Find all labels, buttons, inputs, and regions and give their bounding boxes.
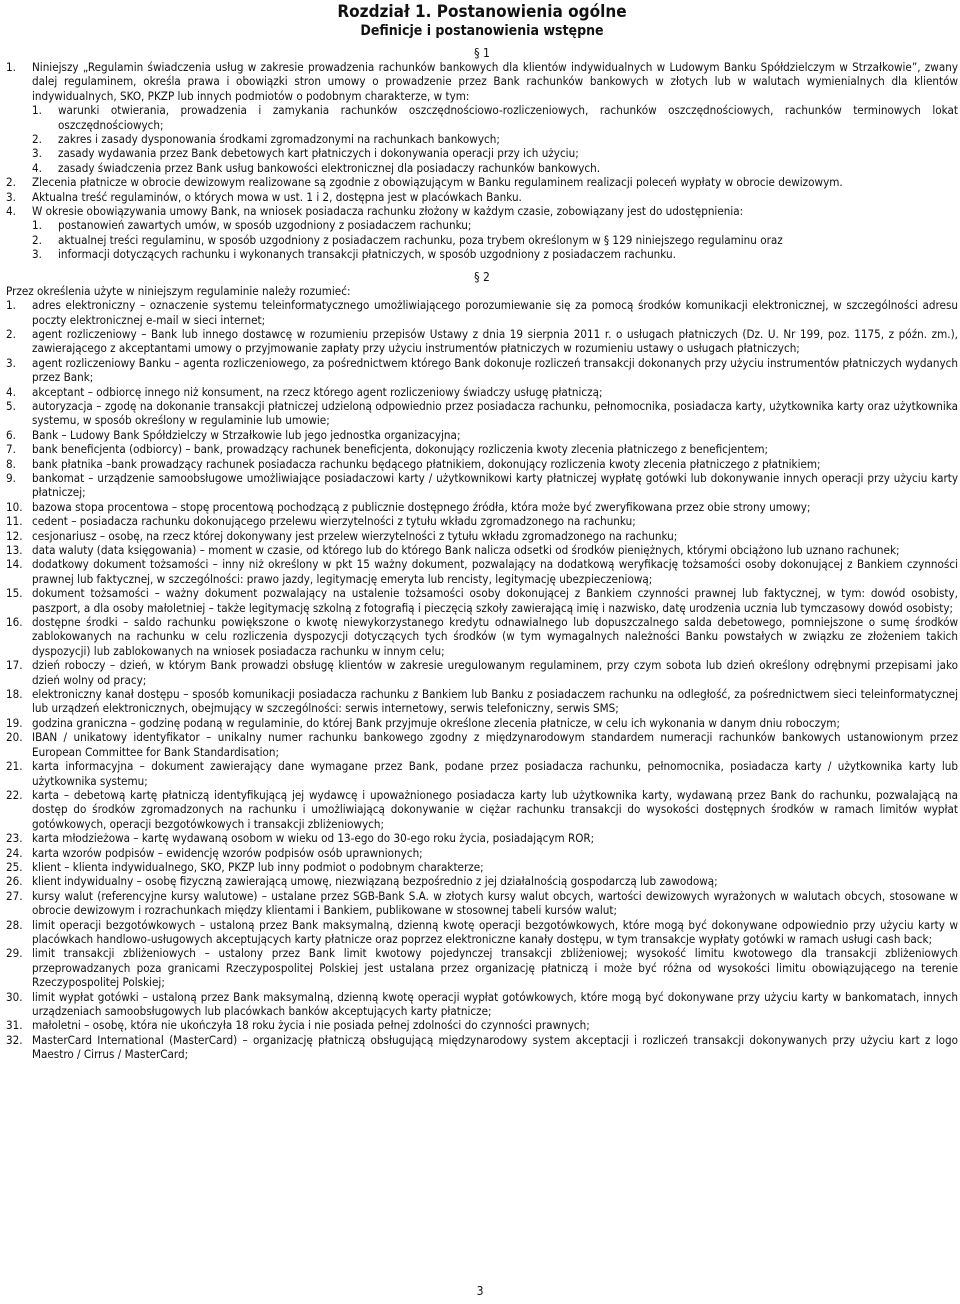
item-number: 2. [6,175,16,190]
item-number: 3. [6,355,16,370]
item-number: 10. [6,499,23,514]
item-text: karta informacyjna – dokument zawierający dane wymagane przez Bank, podane przez posiadacza rachunku, pełnomocnika, posiadacza karty / użytkownika karty lub użytkownika systemu; [32,759,958,788]
sub-list-item [32,247,958,261]
item-number: 3. [32,247,42,262]
item-number: 5. [6,398,16,413]
definition-item [6,918,958,947]
item-text: postanowień zawartych umów, w sposób uzgodniony z posiadaczem rachunku; [58,218,472,233]
definition-item [6,831,958,845]
item-number: 8. [6,456,16,471]
definition-item [6,327,958,356]
definition-item [6,687,958,716]
item-text: małoletni – osobę, która nie ukończyła 18 roku życia i nie posiada pełnej zdolności do czynności prawnych; [32,1018,590,1033]
item-text: MasterCard International (MasterCard) – organizację płatniczą obsługującą międzynarodowy system akceptacji i rozliczeń transakcji dokonywanych przy użyciu kart z logo Maestro / Cirrus / MasterCard; [32,1032,958,1062]
item-number: 32. [6,1032,23,1047]
sub-list-item [32,233,958,247]
definition-item [6,874,958,888]
item-text: warunki otwierania, prowadzenia i zamykania rachunków oszczędnościowo-rozliczeniowych, rachunków oszczędnościowych, rachunków terminowych lokat oszczędnościowych; [58,103,958,132]
definition-item [6,730,958,759]
item-number: 3. [6,189,16,204]
item-number: 19. [6,715,23,730]
document-page [6,0,958,1062]
item-text: IBAN / unikatowy identyfikator – unikalny numer rachunku bankowego zgodny z międzynarodowym standardem numeracji rachunków bankowych ustanowionym przez European Committee for Bank Standardisation; [32,730,958,759]
item-text: elektroniczny kanał dostępu – sposób komunikacji posiadacza rachunku z Bankiem lub Banku z posiadaczem rachunku na odległość, za pośrednictwem sieci teleinformatycznej lub urządzeń elektronicznych, obejmujący w szczególności: serwis internetowy, serwis telefoniczny, serwis SMS; [32,687,958,716]
item-number: 7. [6,442,16,457]
item-text: bankomat – urządzenie samoobsługowe umożliwiające posiadaczowi karty / użytkownikowi karty płatniczej wypłatę gotówki lub dokonywanie innych operacji przy użyciu karty płatniczej; [32,470,958,500]
item-number: 31. [6,1018,23,1033]
item-number: 21. [6,759,23,774]
definition-item [6,788,958,831]
definition-item [6,946,958,989]
definition-item [6,586,958,615]
definition-item [6,428,958,442]
item-text: akceptant – odbiorcę innego niż konsument, na rzecz którego agent rozliczeniowy świadczy usługę płatniczą; [32,384,603,399]
definitions-list [6,298,958,1062]
item-number: 23. [6,831,23,846]
item-number: 16. [6,615,23,630]
definition-item [6,615,958,658]
item-text: dostępne środki – saldo rachunku powiększone o kwotę niewykorzystanego kredytu odnawialnego lub dopuszczalnego salda debetowego, pomniejszone o sumę środków zablokowanych na rachunku w celu rozliczenia dyspozycji dotyczących tych środków (w tym wymagalnych należności Banku powstałych w związku ze złożeniem takich dyspozycji) lub zablokowanych na wniosek posiadacza rachunku w innym celu; [32,615,958,658]
definition-item [6,514,958,528]
definition-item [6,298,958,327]
definition-item [6,889,958,918]
item-text: Aktualna treść regulaminów, o których mowa w ust. 1 i 2, dostępna jest w placówkach Banku. [32,189,522,204]
list-item [6,175,958,189]
sub-list-item [32,132,958,146]
paragraph-1-heading: § 1 [474,46,490,60]
item-number: 1. [6,298,16,313]
item-text: karta – debetową kartę płatniczą identyfikującą jej wydawcę i upoważnionego posiadacza karty lub użytkownika karty, wydawaną przez Bank do rachunku, pozwalającą na dostęp do środków zgromadzonych na rachunku i umożliwiającą dokonywanie w ciężar rachunku transakcji do wysokości dostępnych środków w ramach limitów wypłat gotówkowych, operacji bezgotówkowych i transakcji zbliżeniowych; [32,787,958,831]
definition-item [6,1033,958,1062]
item-number: 1. [32,103,42,118]
item-text: dokument tożsamości – ważny dokument pozwalający na ustalenie tożsamości osoby dokonującej z Bankiem czynności prawnej lub faktycznej, w tym: dowód osobisty, paszport, a dla osoby małoletniej – także legitymację szkolną z fotografią i pieczęcią szkoły zawierającą imię i nazwisko, datę urodzenia ucznia lub tymczasowy dowód osobisty; [32,586,958,615]
definition-item [6,658,958,687]
definition-item [6,457,958,471]
item-text: Bank – Ludowy Bank Spółdzielczy w Strzałkowie lub jego jednostka organizacyjna; [32,427,461,442]
item-text: aktualnej treści regulaminu, w sposób uzgodniony z posiadaczem rachunku, poza trybem określonym w § 129 niniejszego regulaminu oraz [58,232,783,247]
item-number: 9. [6,470,16,485]
item-text: kursy walut (referencyjne kursy walutowe) – ustalane przez SGB-Bank S.A. w złotych kursy walut obcych, wartości dewizowych wyrażonych w walutach obcych, stosowane w obrocie dewizowym i rozrachunkach między klientami i Bankiem, publikowane w stosownej tabeli kursów walut; [32,888,958,918]
sub-list-item [32,218,958,232]
item-text: cedent – posiadacza rachunku dokonującego przelewu wierzytelności z tytułu wkładu zgromadzonego na rachunku; [32,514,636,529]
definition-item [6,399,958,428]
sub-list-item [32,103,958,132]
definition-item [6,716,958,730]
section-1-list [6,60,958,262]
page-number: 3 [476,1284,484,1298]
item-text: W okresie obowiązywania umowy Bank, na wniosek posiadacza rachunku złożony w każdym czasie, zobowiązany jest do udostępnienia: [32,204,744,219]
list-item [6,60,958,103]
item-text: klient – klienta indywidualnego, SKO, PKZP lub inny podmiot o podobnym charakterze; [32,859,484,874]
item-text: agent rozliczeniowy – Bank lub innego dostawcę w rozumieniu przepisów Ustawy z dnia 19 sierpnia 2011 r. o usługach płatniczych (Dz. U. Nr 199, poz. 1175, z późn. zm.), zawierającego z akceptantami umowy o przyjmowanie zapłaty przy użyciu instrumentów płatniczych w rozumieniu ustawy o usługach płatniczych; [32,326,958,356]
item-text: data waluty (data księgowania) – moment w czasie, od którego lub do którego Bank nalicza odsetki od środków pieniężnych, którymi obciążono lub uznano rachunek; [32,543,900,557]
item-text: karta wzorów podpisów – ewidencję wzorów podpisów osób uprawnionych; [32,845,423,860]
item-text: informacji dotyczących rachunku i wykonanych transakcji płatniczych, w sposób uzgodniony z posiadaczem rachunku. [58,247,676,262]
item-text: zakres i zasady dysponowania środkami zgromadzonymi na rachunkach bankowych; [58,132,500,147]
definition-item [6,385,958,399]
item-number: 27. [6,888,23,903]
definition-item [6,846,958,860]
item-number: 30. [6,989,23,1004]
item-text: limit wypłat gotówki – ustaloną przez Bank maksymalną, dzienną kwotę operacji wypłat gotówkowych, które mogą być dokonywane przy użyciu karty w bankomatach, innych urządzeniach samoobsługowych lub placówkach banków akceptujących karty płatnicze; [32,989,958,1018]
item-number: 12. [6,528,23,543]
definition-item [6,442,958,456]
item-number: 15. [6,586,23,601]
definition-item [6,759,958,788]
item-text: Niniejszy „Regulamin świadczenia usług w zakresie prowadzenia rachunków bankowych dla klientów indywidualnych w Ludowym Banku Spółdzielczym w Strzałkowie”, zwany dalej regulaminem, określa prawa i obowiązki stron umowy o prowadzenie przez Bank rachunków bankowych w złotych lub w walutach wymienialnych dla klientów indywidualnych, SKO, PKZP lub innych podmiotów o podobnym charakterze, w tym: [32,60,958,103]
chapter-subtitle: Definicje i postanowienia wstępne [360,23,604,39]
definition-item [6,529,958,543]
item-number: 25. [6,859,23,874]
item-number: 6. [6,427,16,442]
item-text: autoryzacja – zgodę na dokonanie transakcji płatniczej udzieloną odpowiednio przez posiadacza rachunku, pełnomocnika, posiadacza karty, użytkownika karty oraz użytkownika systemu, w sposób określony w regulaminie lub umowie; [32,398,958,428]
item-number: 28. [6,917,23,932]
item-number: 24. [6,845,23,860]
item-number: 18. [6,687,23,702]
item-text: cesjonariusz – osobę, na rzecz której dokonywany jest przelew wierzytelności z tytułu wkładu zgromadzonego na rachunku; [32,528,678,543]
list-item [6,190,958,204]
item-text: Zlecenia płatnicze w obrocie dewizowym realizowane są zgodnie z obowiązującym w Banku regulaminem realizacji poleceń wypłaty w obrocie dewizowym. [32,175,843,190]
definition-item [6,471,958,500]
item-text: bank płatnika –bank prowadzący rachunek posiadacza rachunku będącego płatnikiem, dokonujący rozliczenia kwoty zlecenia płatniczego z płatnikiem; [32,456,821,471]
item-text: godzina graniczna – godzinę podaną w regulaminie, do której Bank przyjmuje określone zlecenia płatnicze, w celu ich wykonania w danym dniu roboczym; [32,715,840,730]
item-number: 4. [6,384,16,399]
item-text: karta młodzieżowa – kartę wydawaną osobom w wieku od 13-ego do 30-ego roku życia, posiadającym ROR; [32,831,595,846]
definition-item [6,543,958,557]
item-text: limit transakcji zbliżeniowych – ustalony przez Bank limit kwotowy pojedynczej transakcji zbliżeniowej; wysokość limitu kwotowego dla transakcji zbliżeniowych przeprowadzanych poza granicami Rzeczypospolitej Polskiej jest ustalana przez organizację płatniczą i może być różna od wysokości limitu obowiązującego na terenie Rzeczypospolitej Polskiej; [32,946,958,990]
definition-item [6,1018,958,1032]
item-number: 29. [6,946,23,961]
item-number: 22. [6,787,23,802]
item-text: agent rozliczeniowy Banku – agenta rozliczeniowego, za pośrednictwem którego Bank dokonuje rozliczeń transakcji dokonanych przy użyciu instrumentów płatniczych wydanych przez Bank; [32,355,958,385]
definition-item [6,990,958,1019]
item-text: zasady wydawania przez Bank debetowych kart płatniczych i dokonywania operacji przy ich użyciu; [58,146,579,161]
item-number: 20. [6,730,23,745]
definitions-intro: Przez określenia użyte w niniejszym regulaminie należy rozumieć: [6,283,351,298]
item-number: 4. [6,204,16,219]
item-number: 14. [6,557,23,572]
paragraph-2-heading: § 2 [474,269,490,284]
item-number: 26. [6,874,23,889]
item-number: 1. [32,218,42,233]
item-number: 4. [32,160,42,175]
item-number: 11. [6,514,23,529]
sub-list-item [32,161,958,175]
item-text: klient indywidualny – osobę fizyczną zawierającą umowę, niezwiązaną bezpośrednio z jej działalnością gospodarczą lub zawodową; [32,874,718,889]
definition-item [6,500,958,514]
item-text: bank beneficjenta (odbiorcy) – bank, prowadzący rachunek beneficjenta, dokonujący rozliczenia kwoty zlecenia płatniczego z beneficjentem; [32,442,769,457]
item-number: 2. [32,132,42,147]
sub-list-item [32,146,958,160]
list-item [6,204,958,218]
item-text: dzień roboczy – dzień, w którym Bank prowadzi obsługę klientów w zakresie uregulowanym regulaminem, przy czym sobota lub dzień określony odrębnymi przepisami jako dzień wolny od pracy; [32,658,958,687]
item-text: zasady świadczenia przez Bank usług bankowości elektronicznej dla posiadaczy rachunków bankowych. [58,160,601,175]
item-number: 17. [6,658,23,673]
item-text: bazowa stopa procentowa – stopę procentową pochodzącą z publicznie dostępnego źródła, która może być zweryfikowana przez obie strony umowy; [32,499,811,514]
definition-item [6,557,958,586]
item-number: 2. [32,232,42,247]
item-text: dodatkowy dokument tożsamości – inny niż określony w pkt 15 ważny dokument, pozwalający na dodatkową weryfikację tożsamości osoby dokonującej z Bankiem czynności prawnej lub faktycznej, w szczególności: prawo jazdy, legitymację emeryta lub rencisty, legitymację ubezpieczeniową; [32,557,958,586]
item-text: limit operacji bezgotówkowych – ustaloną przez Bank maksymalną, dzienną kwotę operacji bezgotówkowych, które mogą być dokonywane odpowiednio przy użyciu karty w placówkach handlowo-usługowych akceptujących karty płatnicze oraz poprzez elektroniczne kanały dostępu, w tym transakcje wypłaty gotówki w ramach usługi cash back; [32,917,958,946]
item-number: 2. [6,326,16,341]
definition-item [6,860,958,874]
item-number: 13. [6,543,23,557]
item-text: adres elektroniczny – oznaczenie systemu teleinformatycznego umożliwiającego porozumiewanie się za pomocą środków komunikacji elektronicznej, w szczególności adresu poczty elektronicznej e-mail w sieci internet; [32,298,958,327]
item-number: 1. [6,60,16,74]
chapter-title: Rozdział 1. Postanowienia ogólne [337,2,627,22]
definition-item [6,356,958,385]
item-number: 3. [32,146,42,161]
